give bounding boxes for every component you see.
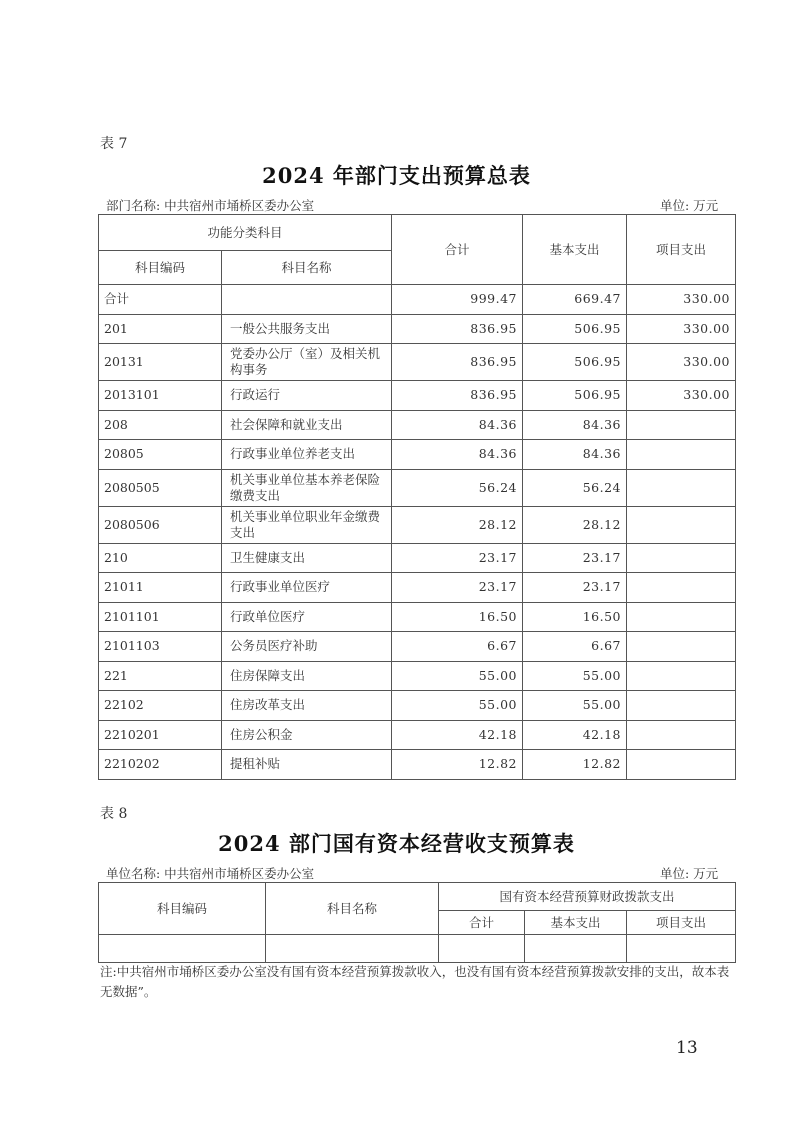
cell-code: 合计 bbox=[99, 285, 222, 315]
cell-name: 行政运行 bbox=[222, 381, 392, 411]
table-row bbox=[99, 440, 736, 470]
cell-code: 201 bbox=[99, 314, 222, 344]
cell-basic: 42.18 bbox=[523, 720, 627, 750]
cell-code: 2080506 bbox=[99, 506, 222, 543]
cell-basic: 506.95 bbox=[523, 344, 627, 381]
table-row bbox=[99, 602, 736, 632]
cell-code: 210 bbox=[99, 543, 222, 573]
cell-total: 28.12 bbox=[392, 506, 523, 543]
cell-basic: 16.50 bbox=[523, 602, 627, 632]
cell-project bbox=[627, 410, 736, 440]
table7-label: 表 7 bbox=[100, 136, 128, 152]
cell-name bbox=[222, 285, 392, 315]
table7-unit-label: 单位: 万元 bbox=[660, 198, 719, 213]
cell-total: 836.95 bbox=[392, 381, 523, 411]
cell-total: 56.24 bbox=[392, 469, 523, 506]
t8-header-total: 合计 bbox=[439, 911, 525, 935]
cell-code: 22102 bbox=[99, 691, 222, 721]
t8-header-basic: 基本支出 bbox=[525, 911, 627, 935]
header-total: 合计 bbox=[392, 215, 523, 285]
cell-basic: 506.95 bbox=[523, 314, 627, 344]
cell-project bbox=[627, 632, 736, 662]
cell-name: 住房公积金 bbox=[222, 720, 392, 750]
cell-basic: 669.47 bbox=[523, 285, 627, 315]
cell-name: 卫生健康支出 bbox=[222, 543, 392, 573]
table-row bbox=[99, 314, 736, 344]
cell-name: 公务员医疗补助 bbox=[222, 632, 392, 662]
budget-expenditure-table bbox=[98, 214, 736, 780]
table8-unit-label: 单位: 万元 bbox=[660, 866, 719, 881]
table-row bbox=[99, 344, 736, 381]
cell-total: 999.47 bbox=[392, 285, 523, 315]
t8-cell bbox=[525, 935, 627, 963]
cell-code: 2210202 bbox=[99, 750, 222, 780]
cell-basic: 55.00 bbox=[523, 691, 627, 721]
cell-project: 330.00 bbox=[627, 344, 736, 381]
cell-name: 住房改革支出 bbox=[222, 691, 392, 721]
cell-code: 20131 bbox=[99, 344, 222, 381]
cell-total: 16.50 bbox=[392, 602, 523, 632]
cell-basic: 28.12 bbox=[523, 506, 627, 543]
cell-code: 221 bbox=[99, 661, 222, 691]
cell-name: 住房保障支出 bbox=[222, 661, 392, 691]
table-row bbox=[99, 469, 736, 506]
cell-total: 84.36 bbox=[392, 440, 523, 470]
cell-code: 2210201 bbox=[99, 720, 222, 750]
header-code: 科目编码 bbox=[99, 251, 222, 285]
cell-name: 机关事业单位职业年金缴费支出 bbox=[222, 506, 392, 543]
cell-project bbox=[627, 720, 736, 750]
table-row bbox=[99, 285, 736, 315]
t8-cell bbox=[99, 935, 266, 963]
cell-code: 2101101 bbox=[99, 602, 222, 632]
cell-basic: 56.24 bbox=[523, 469, 627, 506]
cell-project bbox=[627, 602, 736, 632]
table7-dept-label: 部门名称: 中共宿州市埇桥区委办公室 bbox=[106, 198, 315, 213]
cell-project bbox=[627, 506, 736, 543]
t8-cell bbox=[439, 935, 525, 963]
cell-total: 84.36 bbox=[392, 410, 523, 440]
table-row bbox=[99, 410, 736, 440]
table8-unit-name-label: 单位名称: 中共宿州市埇桥区委办公室 bbox=[106, 866, 315, 881]
cell-basic: 55.00 bbox=[523, 661, 627, 691]
cell-project bbox=[627, 440, 736, 470]
table-row bbox=[99, 543, 736, 573]
header-basic: 基本支出 bbox=[523, 215, 627, 285]
cell-project bbox=[627, 661, 736, 691]
cell-code: 2101103 bbox=[99, 632, 222, 662]
cell-name: 行政事业单位医疗 bbox=[222, 573, 392, 603]
table8-label: 表 8 bbox=[100, 806, 128, 822]
cell-project bbox=[627, 543, 736, 573]
cell-name: 机关事业单位基本养老保险缴费支出 bbox=[222, 469, 392, 506]
cell-total: 55.00 bbox=[392, 691, 523, 721]
cell-total: 23.17 bbox=[392, 573, 523, 603]
table-row bbox=[99, 506, 736, 543]
cell-basic: 506.95 bbox=[523, 381, 627, 411]
table-row bbox=[99, 691, 736, 721]
table7-title: 2024 年部门支出预算总表 bbox=[262, 163, 531, 188]
cell-name: 一般公共服务支出 bbox=[222, 314, 392, 344]
cell-project: 330.00 bbox=[627, 314, 736, 344]
table-row bbox=[99, 573, 736, 603]
cell-code: 208 bbox=[99, 410, 222, 440]
cell-total: 836.95 bbox=[392, 344, 523, 381]
cell-project bbox=[627, 573, 736, 603]
cell-project: 330.00 bbox=[627, 285, 736, 315]
t8-empty-row bbox=[99, 935, 736, 963]
header-project: 项目支出 bbox=[627, 215, 736, 285]
cell-basic: 6.67 bbox=[523, 632, 627, 662]
cell-code: 2080505 bbox=[99, 469, 222, 506]
cell-total: 6.67 bbox=[392, 632, 523, 662]
cell-name: 党委办公厅（室）及相关机构事务 bbox=[222, 344, 392, 381]
cell-basic: 23.17 bbox=[523, 543, 627, 573]
table8-title: 2024 部门国有资本经营收支预算表 bbox=[218, 831, 575, 856]
cell-name: 行政事业单位养老支出 bbox=[222, 440, 392, 470]
cell-project bbox=[627, 691, 736, 721]
table8-note: 注:中共宿州市埇桥区委办公室没有国有资本经营预算拨款收入，也没有国有资本经营预算拨款安排的支出，故本表无数据”。 bbox=[100, 964, 730, 999]
cell-total: 42.18 bbox=[392, 720, 523, 750]
cell-code: 2013101 bbox=[99, 381, 222, 411]
cell-basic: 84.36 bbox=[523, 440, 627, 470]
cell-basic: 84.36 bbox=[523, 410, 627, 440]
page-number: 13 bbox=[676, 1038, 698, 1058]
header-name: 科目名称 bbox=[222, 251, 392, 285]
table-row bbox=[99, 750, 736, 780]
cell-basic: 12.82 bbox=[523, 750, 627, 780]
table-row bbox=[99, 632, 736, 662]
t8-header-name: 科目名称 bbox=[266, 883, 439, 935]
table-row bbox=[99, 661, 736, 691]
cell-project bbox=[627, 750, 736, 780]
cell-name: 社会保障和就业支出 bbox=[222, 410, 392, 440]
t8-header-group: 国有资本经营预算财政拨款支出 bbox=[439, 883, 736, 911]
t8-header-code: 科目编码 bbox=[99, 883, 266, 935]
t8-cell bbox=[627, 935, 736, 963]
state-capital-budget-table bbox=[98, 882, 736, 963]
cell-project bbox=[627, 469, 736, 506]
cell-code: 21011 bbox=[99, 573, 222, 603]
header-functional-category: 功能分类科目 bbox=[99, 215, 392, 251]
cell-project: 330.00 bbox=[627, 381, 736, 411]
cell-total: 12.82 bbox=[392, 750, 523, 780]
cell-total: 55.00 bbox=[392, 661, 523, 691]
table-row bbox=[99, 720, 736, 750]
cell-code: 20805 bbox=[99, 440, 222, 470]
cell-basic: 23.17 bbox=[523, 573, 627, 603]
cell-total: 23.17 bbox=[392, 543, 523, 573]
t8-cell bbox=[266, 935, 439, 963]
t8-header-project: 项目支出 bbox=[627, 911, 736, 935]
cell-name: 行政单位医疗 bbox=[222, 602, 392, 632]
cell-total: 836.95 bbox=[392, 314, 523, 344]
cell-name: 提租补贴 bbox=[222, 750, 392, 780]
table-row bbox=[99, 381, 736, 411]
